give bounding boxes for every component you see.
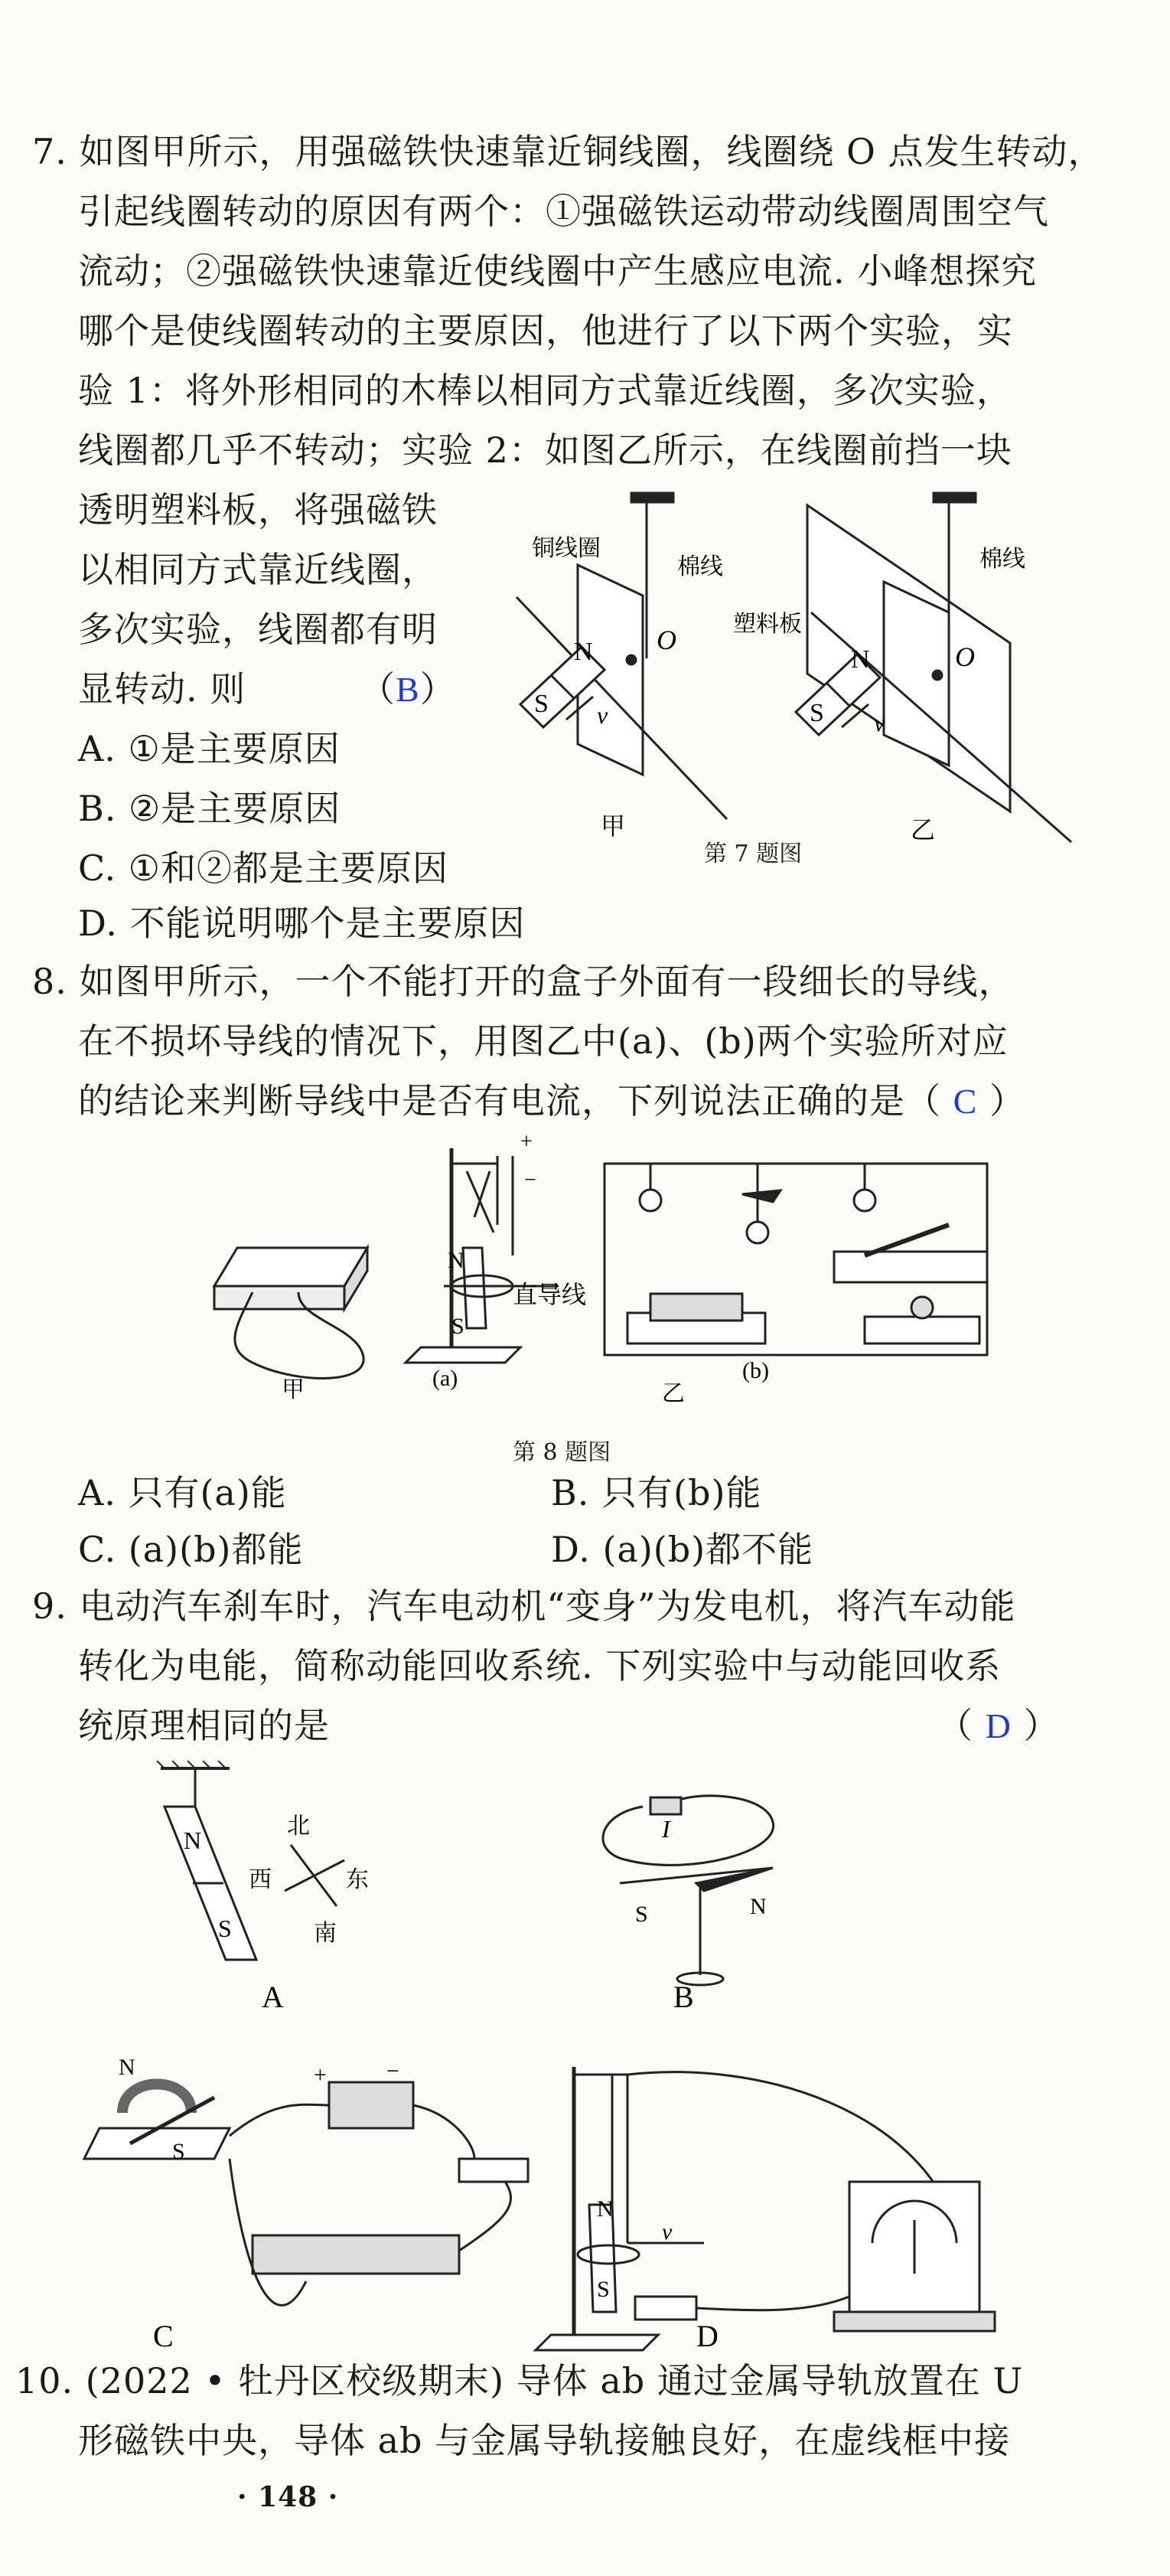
q9-c-pole-n: N (119, 2055, 135, 2080)
q8-option-c: C. (a)(b)都能 (78, 1529, 304, 1570)
q8-option-d: D. (a)(b)都不能 (551, 1529, 814, 1570)
q8-b-switch (834, 1252, 987, 1282)
q7-line-8: 以相同方式靠近线圈， (78, 549, 438, 590)
q9-label-a: A (262, 1980, 284, 2013)
q9-a-north: 北 (287, 1814, 310, 1839)
q7-figure (490, 482, 1087, 850)
q9-line-1: 9. 电动汽车刹车时，汽车电动机“变身”为发电机，将汽车动能 (32, 1585, 1016, 1627)
q9-answer: D (985, 1706, 1012, 1745)
q8-answer: C (953, 1082, 978, 1121)
q8-pole-s: S (451, 1314, 464, 1339)
q9-c-pole-s: S (172, 2139, 185, 2164)
q9-line-2: 转化为电能，简称动能回收系统. 下列实验中与动能回收系 (78, 1645, 1002, 1686)
q9-line-3: 统原理相同的是 (78, 1705, 330, 1746)
q7-jia-n: N (574, 638, 593, 666)
q9-a-south: 南 (314, 1921, 337, 1946)
q9-d-pole-n: N (597, 2196, 614, 2222)
q7-line-1: 7. 如图甲所示，用强磁铁快速靠近铜线圈，线圈绕 O 点发生转动， (32, 131, 1104, 172)
q8-box (214, 1248, 367, 1286)
q8-option-b: B. 只有(b)能 (551, 1472, 762, 1513)
q7-jia-label: 甲 (601, 812, 626, 840)
q7-jia-s: S (534, 690, 549, 718)
q9-a-pole-n: N (184, 1827, 202, 1854)
q7-line-2: 引起线圈转动的原因有两个：①强磁铁运动带动线圈周围空气 (78, 191, 1049, 232)
q8-label-a: (a) (432, 1366, 458, 1391)
q7-answer: B (396, 670, 420, 709)
q7-yi-label: 乙 (911, 816, 936, 844)
q7-line-7: 透明塑料板，将强磁铁 (78, 489, 438, 531)
q8-pole-n: N (448, 1248, 464, 1273)
q9-b-loop (603, 1796, 774, 1866)
q9-b-pole-s: S (635, 1902, 648, 1927)
q8-label-b: (b) (742, 1358, 769, 1383)
q7-jia-copper-coil: 铜线圈 (532, 536, 601, 561)
q7-yi-plastic-board-label: 塑料板 (733, 612, 802, 637)
q9-c-switch (459, 2159, 528, 2182)
q7-jia-cotton-thread: 棉线 (677, 554, 723, 580)
q7-answer-bracket: （B） (360, 668, 456, 710)
q7-line-5: 验 1：将外形相同的木棒以相同方式靠近线圈，多次实验， (78, 370, 1012, 411)
q9-a-east: 东 (346, 1867, 369, 1892)
q7-yi-cotton-thread: 棉线 (979, 547, 1025, 572)
q8-line-3: 的结论来判断导线中是否有电流，下列说法正确的是（ C ） (78, 1080, 1025, 1121)
q8-line-2: 在不损坏导线的情况下，用图乙中(a)、(b)两个实验所对应 (78, 1020, 1009, 1062)
q7-jia-support (631, 493, 673, 502)
q7-line-10 (78, 666, 246, 712)
q7-yi-o: O (955, 642, 975, 672)
q9-label-d: D (696, 2319, 719, 2353)
q7-yi-v: v (874, 709, 885, 736)
q8-minus: − (524, 1168, 536, 1192)
q7-line-6: 线圈都几乎不转动；实验 2：如图乙所示，在线圈前挡一块 (78, 429, 1012, 471)
q7-stem-end: 显转动. 则 (78, 668, 246, 710)
q10-line-2: 形磁铁中央，导体 ab 与金属导轨接触良好，在虚线框中接 (78, 2420, 1011, 2461)
q7-figure-caption: 第 7 题图 (704, 841, 803, 867)
q9-b-current: I (662, 1815, 670, 1843)
q9-a-west: 西 (249, 1867, 272, 1892)
q9-figure-ab (122, 1761, 1041, 2013)
q8-a-magnet (463, 1248, 486, 1328)
q9-figure-cd (77, 2052, 1071, 2358)
q7-line-3: 流动；②强磁铁快速靠近使线圈中产生感应电流. 小峰想探究 (78, 250, 1038, 292)
q9-c-rheostat (253, 2235, 459, 2274)
q9-c-u-magnet (122, 2085, 191, 2114)
q9-c-base (84, 2128, 230, 2159)
q8-label-jia: 甲 (282, 1377, 305, 1402)
q7-line-9: 多次实验，线圈都有明 (78, 609, 438, 650)
q8-b-bulb (911, 1297, 933, 1318)
q7-jia-v: v (597, 701, 608, 729)
q9-c-minus: − (386, 2059, 399, 2084)
q9-d-switch (635, 2297, 696, 2320)
q9-c-plus: + (314, 2062, 327, 2088)
q7-yi-s: S (810, 699, 824, 727)
q7-line-4: 哪个是使线圈转动的主要原因，他进行了以下两个实验，实 (78, 310, 1013, 351)
q8-straight-wire: 直导线 (513, 1281, 587, 1308)
q8-figure-caption: 第 8 题图 (513, 1439, 611, 1466)
q9-b-pole-n: N (750, 1894, 767, 1919)
q7-yi-n: N (851, 645, 870, 674)
q7-option-d: D. 不能说明哪个是主要原因 (78, 903, 526, 944)
q9-label-c: C (153, 2319, 174, 2353)
page-number: · 148 · (237, 2481, 339, 2513)
q9-answer-bracket: （ D ） (937, 1705, 1060, 1746)
q7-yi-support (934, 493, 976, 502)
q8-figure (191, 1133, 1018, 1409)
q8-b-coil (650, 1294, 742, 1321)
q7-option-b: B. ②是主要原因 (78, 788, 341, 829)
q10-line-1: 10. (2022 • 牡丹区校级期末) 导体 ab 通过金属导轨放置在 U (15, 2360, 1024, 2401)
q9-b-battery (650, 1797, 681, 1814)
q7-option-a: A. ①是主要原因 (78, 728, 341, 769)
q7-jia-o: O (657, 625, 676, 655)
q8-option-a: A. 只有(a)能 (78, 1472, 287, 1513)
q9-a-pole-s: S (218, 1915, 232, 1942)
q9-d-velocity: v (662, 2219, 673, 2245)
q8-label-yi: 乙 (662, 1381, 685, 1406)
q7-option-c: C. ①和②都是主要原因 (78, 847, 449, 889)
q8-plus: + (520, 1133, 533, 1154)
q9-d-pole-s: S (597, 2277, 610, 2302)
q9-a-compass-line-2 (291, 1845, 337, 1906)
q8-line-1: 8. 如图甲所示，一个不能打开的盒子外面有一段细长的导线， (32, 961, 1015, 1002)
q9-label-b: B (673, 1980, 694, 2013)
q9-c-battery (329, 2082, 413, 2128)
